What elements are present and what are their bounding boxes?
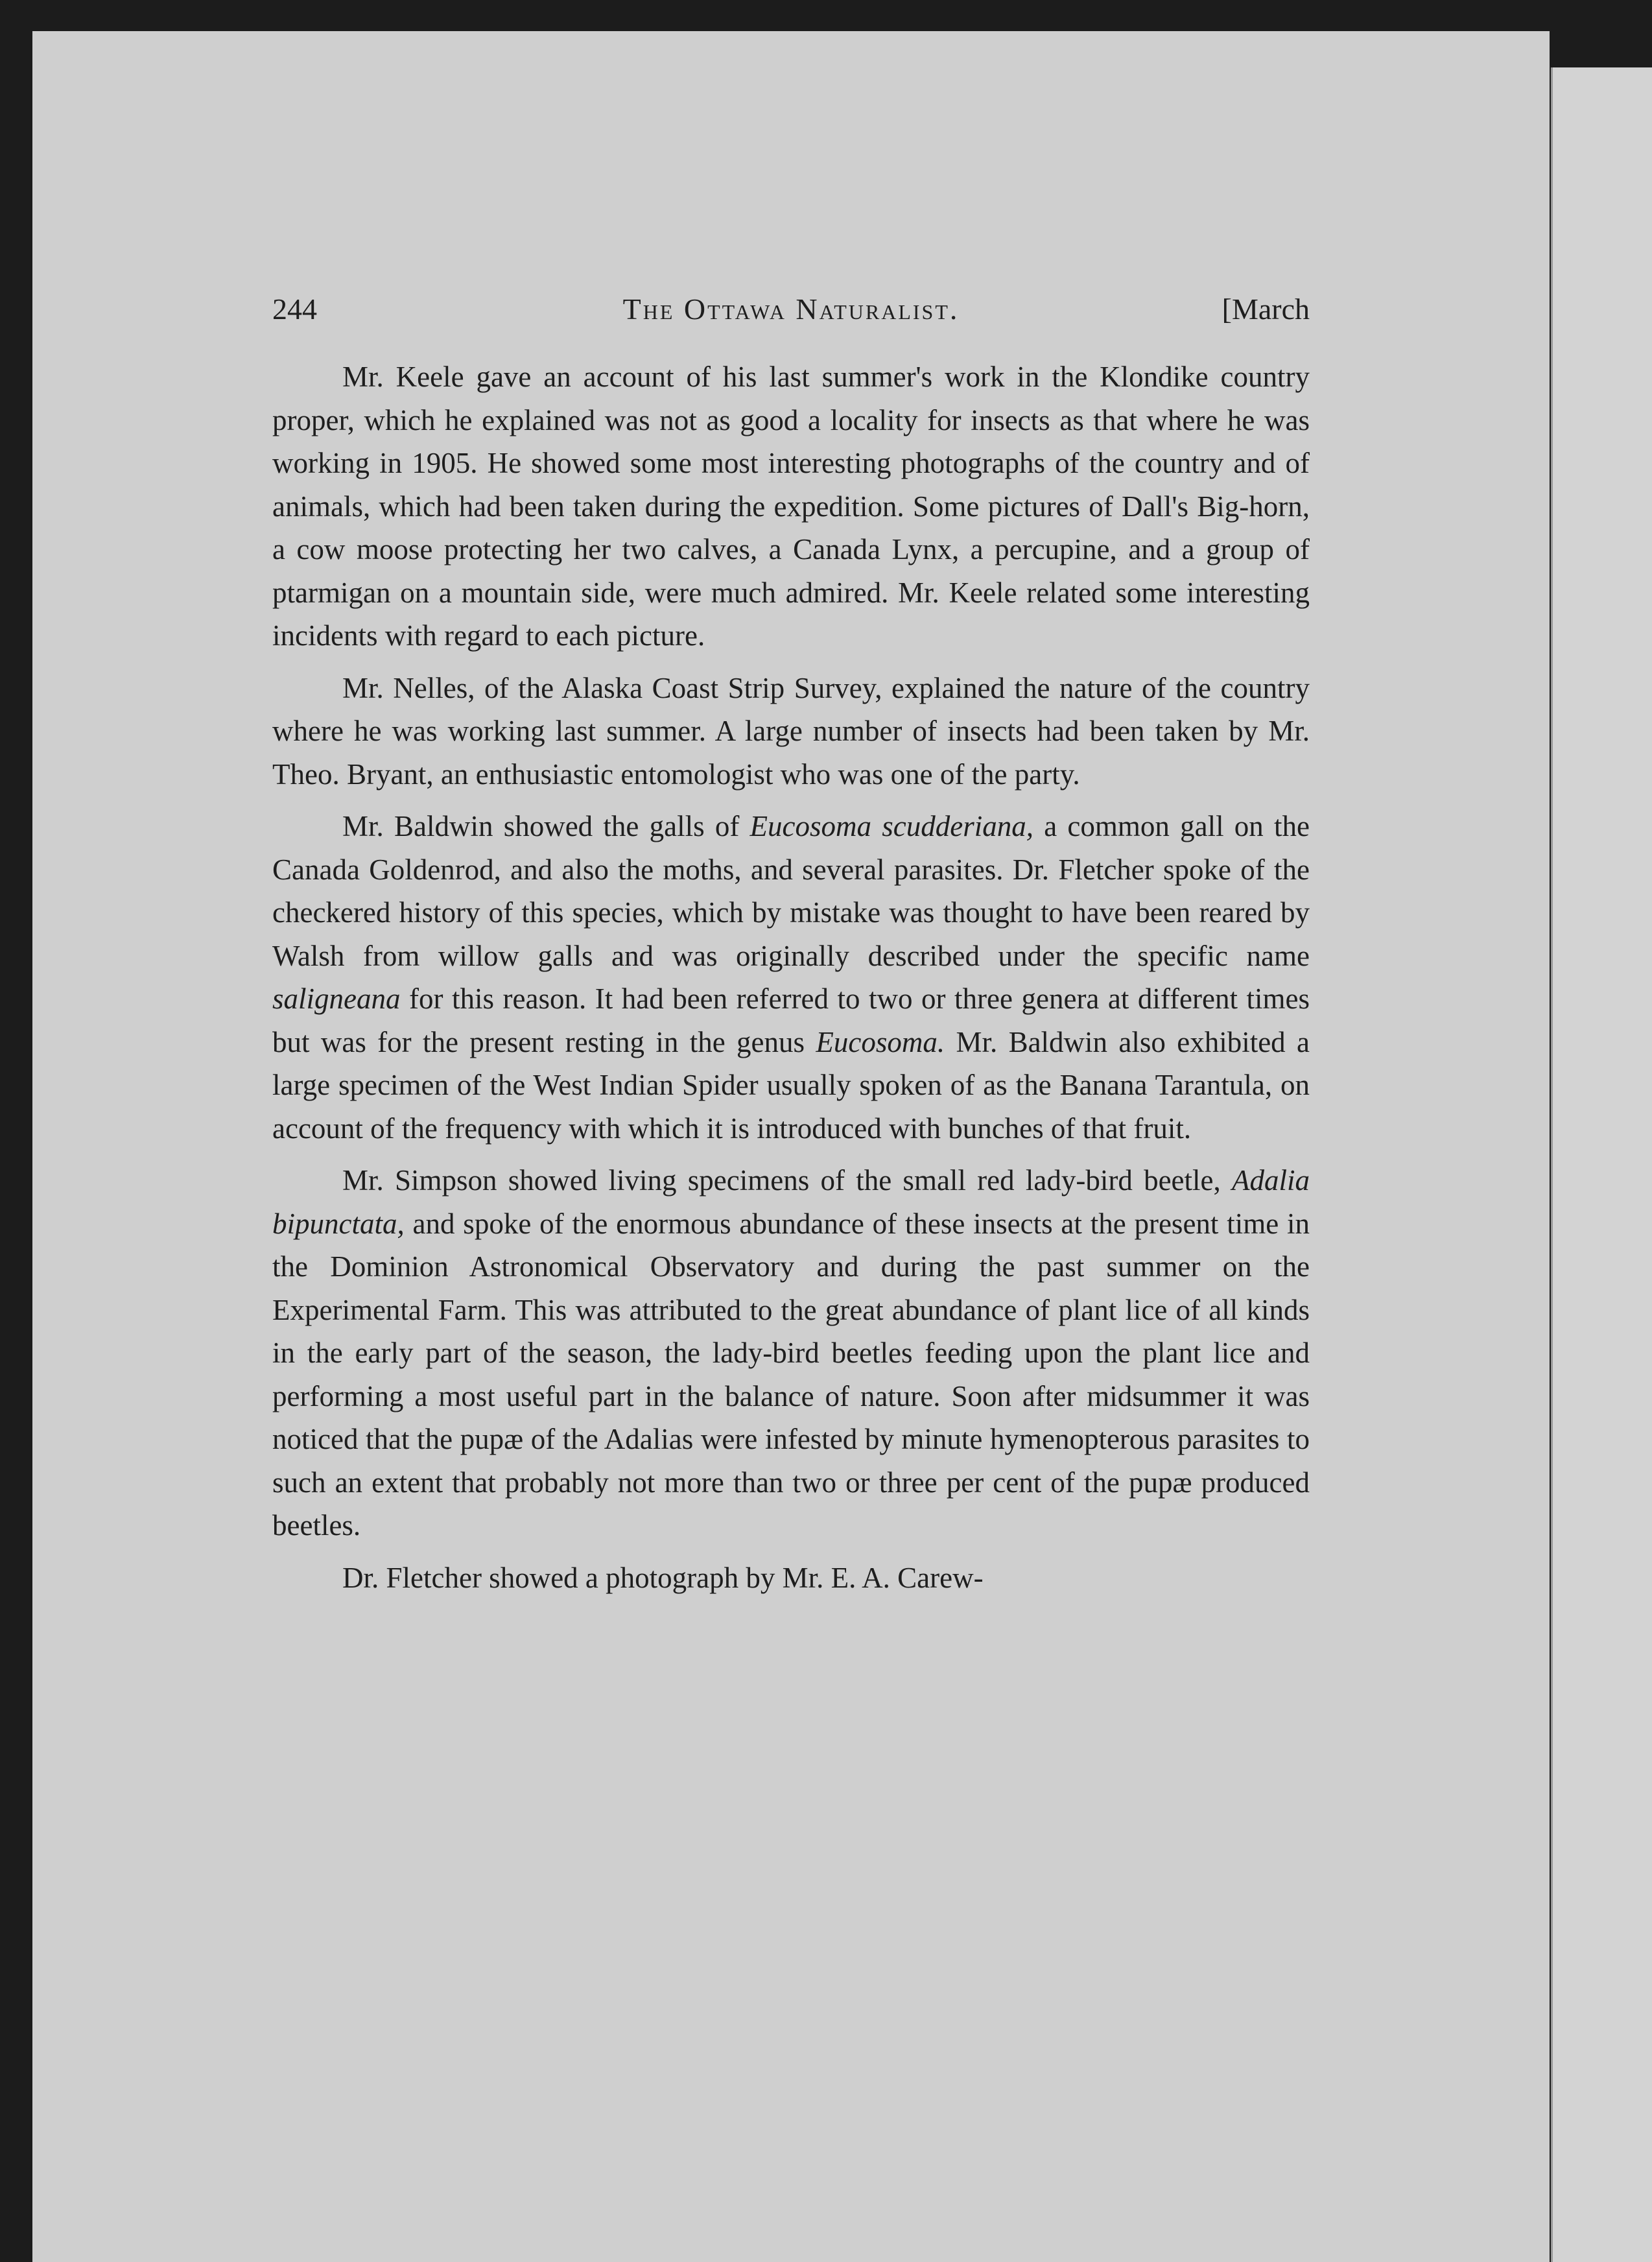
paragraph-text: Dr. Fletcher showed a photograph by Mr. E. A. Carew- bbox=[342, 1561, 984, 1594]
paragraph-simpson bbox=[272, 1159, 1310, 1547]
paragraph-text: Mr. Baldwin showed the galls of bbox=[342, 810, 750, 842]
journal-title: The Ottawa Naturalist. bbox=[622, 292, 960, 326]
page-text-block bbox=[272, 285, 1310, 1608]
paragraph-text: Mr. Simpson showed living specimens of the small red lady-bird beetle, bbox=[342, 1164, 1232, 1196]
paragraph-text: and spoke of the enormous abundance of these insects at the present time in the Dominion Astronomical Observatory and during the past summer on the Experimental Farm. This was attributed to the great abundance of plant lice of all kinds in the early part of the season, the lady-bird beetles feeding upon the plant lice and performing a most useful part in the balance of nature. Soon after midsummer it was noticed that the pupæ of the Adalias were infested by minute hymenopterous parasites to such an extent that probably not more than two or three per cent of the pupæ produced beetles. bbox=[272, 1207, 1310, 1542]
paragraph-text: Mr. Baldwin also exhibited a large specimen of the West Indian Spider usually spoken of as the Banana Tarantula, on account of the frequency with which it is introduced with bunches of that fruit. bbox=[272, 1025, 1310, 1145]
paragraph-text: Mr. Nelles, of the Alaska Coast Strip Survey, explained the nature of the country where he was working last summer. A large number of insects had been taken by Mr. Theo. Bryant, an enthusiastic entomologist who was one of the party. bbox=[272, 671, 1310, 791]
paragraph-text: Mr. Keele gave an account of his last summer's work in the Klondike country proper, which he explained was not as good a locality for insects as that where he was working in 1905. He showed some most interesting photographs of the country and of animals, which had been taken during the expedition. Some pictures of Dall's Big-horn, a cow moose protecting her two calves, a Canada Lynx, a percupine, and a group of ptarmigan on a mountain side, were much admired. Mr. Keele related some interesting incidents with regard to each picture. bbox=[272, 361, 1310, 652]
page-number: 244 bbox=[272, 292, 317, 326]
genus-name: Eucosoma. bbox=[816, 1025, 945, 1058]
species-name: Adalia bipunctata, bbox=[272, 1164, 1310, 1240]
paragraph-nelles bbox=[272, 667, 1310, 796]
species-name: saligneana bbox=[272, 982, 401, 1015]
issue-month: [March bbox=[1221, 292, 1310, 326]
paragraph-keele bbox=[272, 355, 1310, 658]
paragraph-text: for this reason. It had been referred to two or three genera at different times but was for the present resting in the genus bbox=[272, 982, 1310, 1058]
paragraph-baldwin bbox=[272, 805, 1310, 1150]
next-page-edge bbox=[1551, 67, 1652, 2262]
running-head bbox=[272, 285, 1310, 337]
paragraph-fletcher bbox=[272, 1556, 1310, 1600]
species-name: Eucosoma scudderiana, bbox=[749, 810, 1033, 842]
paragraph-text: a common gall on the Canada Goldenrod, and also the moths, and several parasites. Dr. Fletcher spoke of the checkered history of this species, which by mistake was thought to have been reared by Walsh from willow galls and was originally described under the specific name bbox=[272, 810, 1310, 972]
